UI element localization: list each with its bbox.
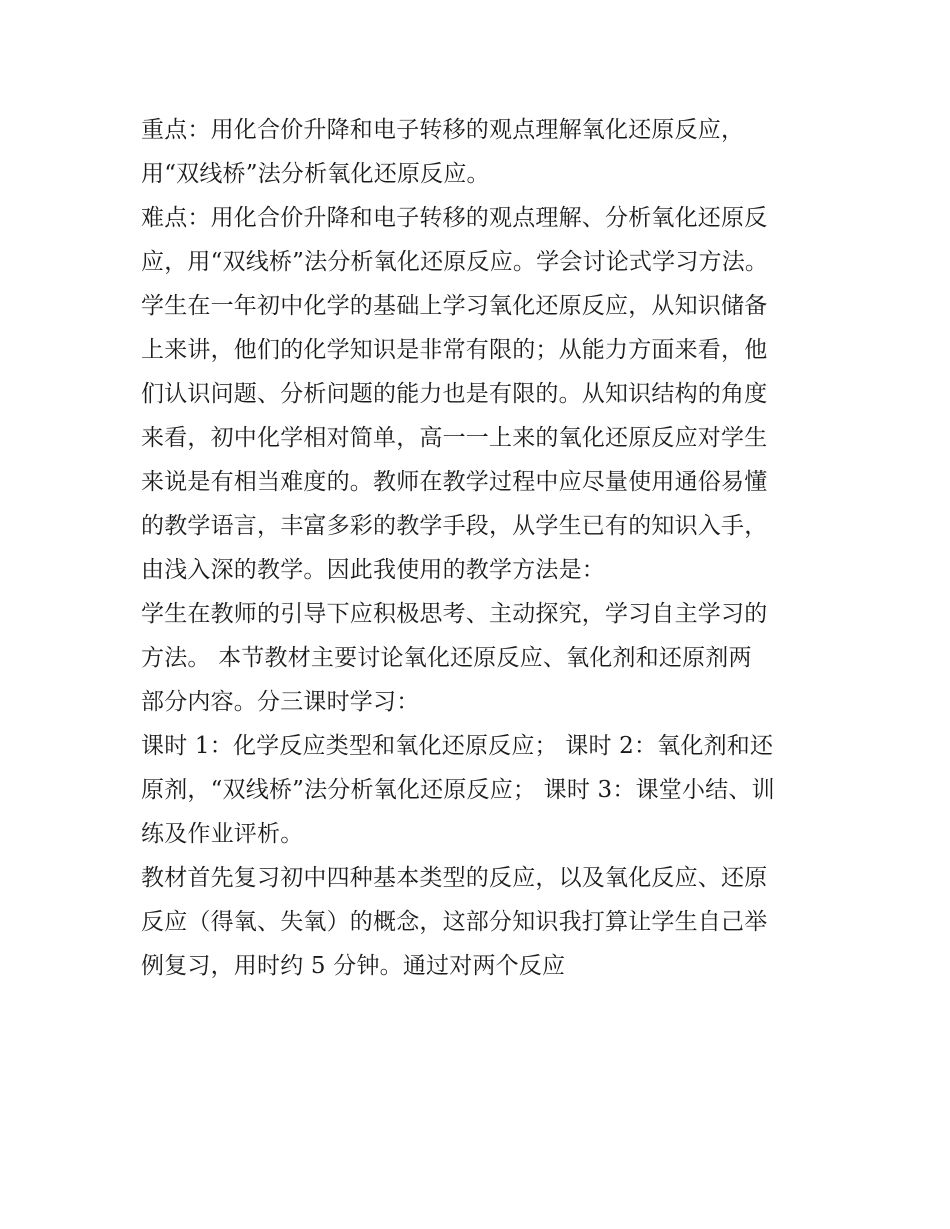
text-line: 学生在一年初中化学的基础上学习氧化还原反应，从知识储备 bbox=[141, 293, 768, 319]
paragraph-difficult-points bbox=[141, 196, 821, 284]
text-line: 来看，初中化学相对简单，高一一上来的氧化还原反应对学生 bbox=[141, 425, 768, 451]
text-line: 们认识问题、分析问题的能力也是有限的。从知识结构的角度 bbox=[141, 381, 768, 407]
text-line: 应，用“双线桥”法分析氧化还原反应。学会讨论式学习方法。 bbox=[141, 249, 769, 275]
text-line: 的教学语言，丰富多彩的教学手段，从学生已有的知识入手， bbox=[141, 513, 768, 539]
text-line: 来说是有相当难度的。教师在教学过程中应尽量使用通俗易懂 bbox=[141, 469, 768, 495]
text-line: 学生在教师的引导下应积极思考、主动探究，学习自主学习的 bbox=[141, 601, 768, 627]
paragraph-student-analysis bbox=[141, 284, 821, 592]
text-line: 课时 1：化学反应类型和氧化还原反应； 课时 2：氧化剂和还 bbox=[141, 733, 774, 759]
paragraph-lesson-schedule bbox=[141, 724, 821, 856]
text-line: 原剂，“双线桥”法分析氧化还原反应； 课时 3：课堂小结、训 bbox=[141, 777, 775, 803]
text-line: 例复习，用时约 5 分钟。通过对两个反应 bbox=[141, 953, 566, 979]
paragraph-learning-method bbox=[141, 592, 821, 724]
document-body bbox=[141, 108, 821, 988]
paragraph-textbook-review bbox=[141, 856, 821, 988]
text-line: 用“双线桥”法分析氧化还原反应。 bbox=[141, 161, 490, 187]
text-line: 由浅入深的教学。因此我使用的教学方法是： bbox=[141, 557, 605, 583]
text-line: 上来讲，他们的化学知识是非常有限的；从能力方面来看，他 bbox=[141, 337, 768, 363]
paragraph-key-points bbox=[141, 108, 821, 196]
text-line: 部分内容。分三课时学习： bbox=[141, 689, 420, 715]
text-line: 方法。 本节教材主要讨论氧化还原反应、氧化剂和还原剂两 bbox=[141, 645, 752, 671]
text-line: 反应（得氧、失氧）的概念，这部分知识我打算让学生自己举 bbox=[141, 909, 768, 935]
text-line: 重点：用化合价升降和电子转移的观点理解氧化还原反应， bbox=[141, 117, 745, 143]
text-line: 练及作业评析。 bbox=[141, 821, 304, 847]
text-line: 教材首先复习初中四种基本类型的反应，以及氧化反应、还原 bbox=[141, 865, 768, 891]
text-line: 难点：用化合价升降和电子转移的观点理解、分析氧化还原反 bbox=[141, 205, 768, 231]
